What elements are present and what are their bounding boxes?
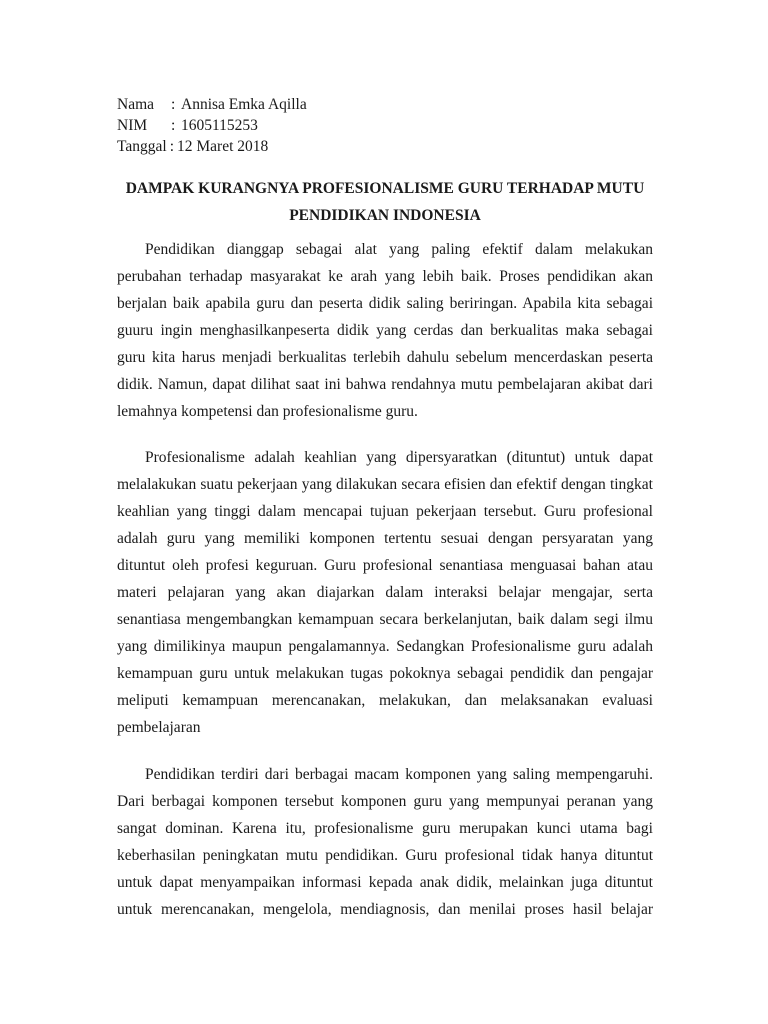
paragraph-line: berjalan baik apabila guru dan peserta didik saling beriringan. Apabila kita sebagai [117, 295, 653, 312]
paragraph-line: guru kita harus menjadi berkualitas terlebih dahulu sebelum mencerdaskan peserta [117, 349, 653, 366]
name-value: Annisa Emka Aqilla [181, 96, 307, 113]
paragraph-line: Profesionalisme adalah keahlian yang dipersyaratkan (dituntut) untuk dapat [145, 449, 653, 466]
title-line-1: DAMPAK KURANGNYA PROFESIONALISME GURU TERHADAP MUTU [125, 180, 645, 197]
nim-label: NIM [117, 117, 148, 134]
date-row [117, 136, 307, 157]
document-title [117, 175, 653, 229]
paragraph-line: adalah guru yang memiliki komponen tertentu sesuai dengan persyaratan yang [117, 530, 653, 547]
paragraph-line: perubahan terhadap masyarakat ke arah yang lebih baik. Proses pendidikan akan [117, 268, 653, 285]
nim-value: 1605115253 [181, 117, 258, 134]
nim-separator: : [171, 117, 176, 134]
paragraph-line: lemahnya kompetensi dan profesionalisme guru. [117, 403, 418, 420]
paragraph-line: dituntut oleh profesi keguruan. Guru profesional senantiasa menguasai bahan atau [117, 557, 653, 574]
paragraph-line: materi pelajaran yang akan diajarkan dalam interaksi belajar mengajar, serta [117, 584, 653, 601]
paragraph-1 [117, 236, 653, 425]
name-label: Nama [117, 96, 155, 113]
paragraph-line: senantiasa mengembangkan kemampuan secara berkelanjutan, baik dalam segi ilmu [117, 611, 653, 628]
paragraph-line: kemampuan guru untuk melakukan tugas pokoknya sebagai pendidik dan pengajar [117, 665, 653, 682]
paragraph-2 [117, 444, 653, 741]
nim-row [117, 115, 307, 136]
paragraph-line: Pendidikan terdiri dari berbagai macam komponen yang saling mempengaruhi. [145, 766, 653, 783]
date-label: Tanggal [117, 138, 167, 155]
title-line-2: PENDIDIKAN INDONESIA [289, 207, 481, 224]
paragraph-line: sangat dominan. Karena itu, profesionalisme guru merupakan kunci utama bagi [117, 820, 653, 837]
paragraph-line: guuru ingin menghasilkanpeserta didik yang cerdas dan berkualitas maka sebagai [117, 322, 653, 339]
paragraph-line: untuk dapat menyampaikan informasi kepada anak didik, melainkan juga dituntut [117, 874, 653, 891]
paragraph-line: keahlian yang tinggi dalam mencapai tujuan pekerjaan tersebut. Guru profesional [117, 503, 653, 520]
paragraph-line: melalakukan suatu pekerjaan yang dilakukan secara efisien dan efektif dengan tingkat [117, 476, 653, 493]
student-info [117, 94, 307, 157]
paragraph-line: Pendidikan dianggap sebagai alat yang paling efektif dalam melakukan [145, 241, 653, 258]
paragraph-3 [117, 761, 653, 923]
paragraph-line: didik. Namun, dapat dilihat saat ini bahwa rendahnya mutu pembelajaran akibat dari [117, 376, 653, 393]
paragraph-line: Dari berbagai komponen tersebut komponen guru yang mempunyai peranan yang [117, 793, 653, 810]
date-value: 12 Maret 2018 [177, 138, 269, 155]
paragraph-line: yang dimilikinya maupun pengalamannya. Sedangkan Profesionalisme guru adalah [117, 638, 653, 655]
paragraph-line: untuk merencanakan, mengelola, mendiagnosis, dan menilai proses hasil belajar [117, 901, 653, 918]
paragraph-line: meliputi kemampuan merencanakan, melakukan, dan melaksanakan evaluasi [117, 692, 653, 709]
name-separator: : [171, 96, 176, 113]
name-row [117, 94, 307, 115]
paragraph-line: pembelajaran [117, 719, 201, 736]
paragraph-line: keberhasilan peningkatan mutu pendidikan. Guru profesional tidak hanya dituntut [117, 847, 653, 864]
date-separator: : [169, 138, 175, 155]
